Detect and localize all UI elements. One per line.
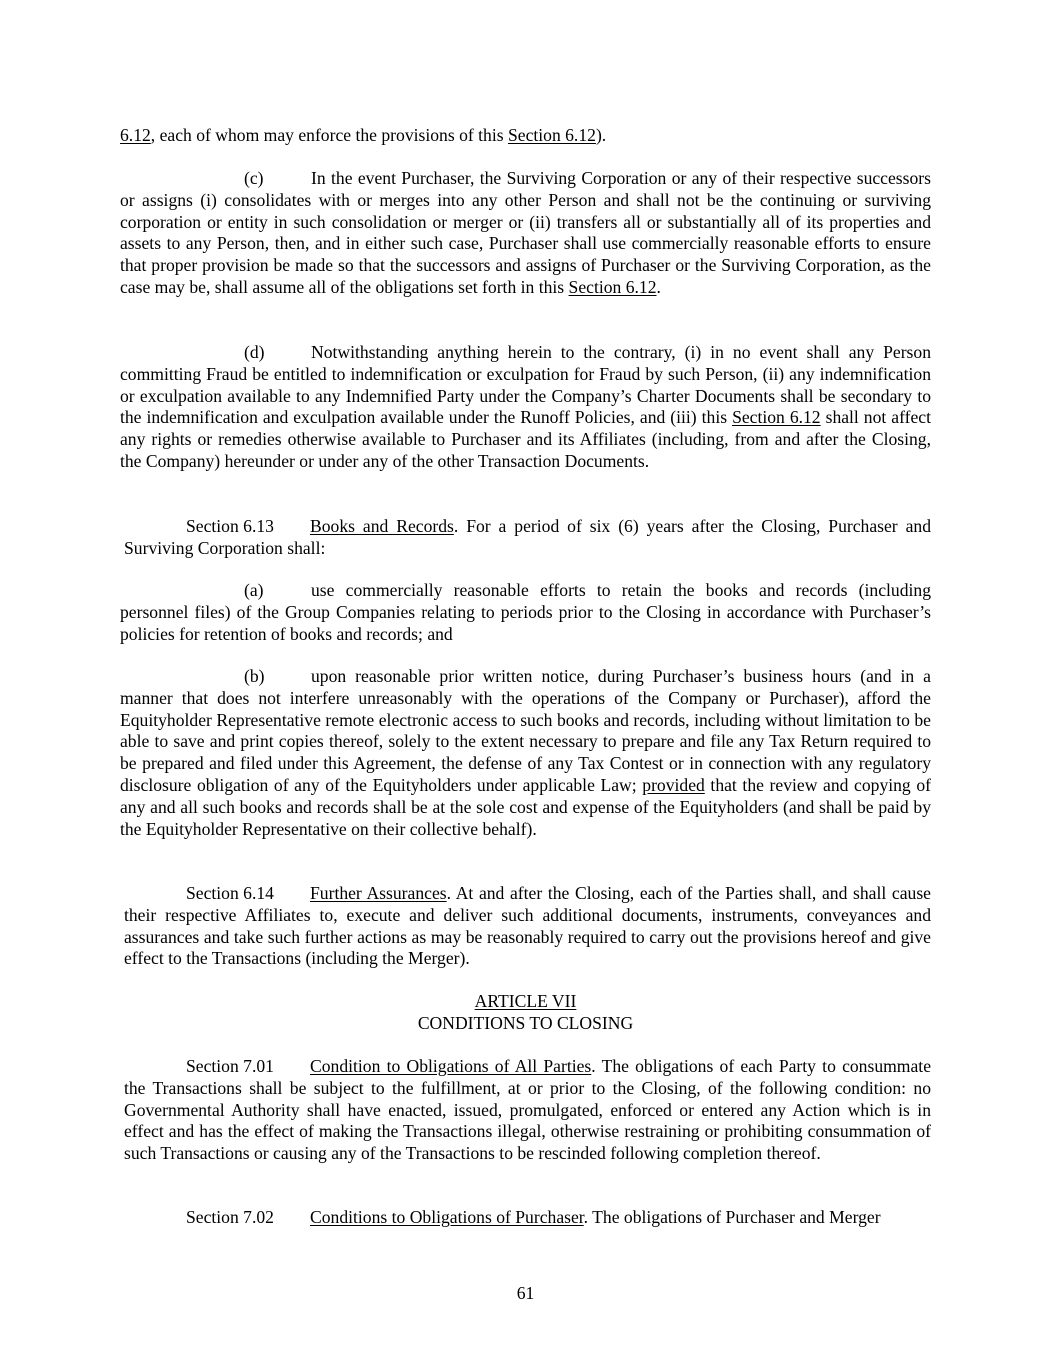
section-6-14: Section 6.14 Further Assurances. At and after the Closing, each of the Parties shall, and shall cause their respective Affiliates to, execute and deliver such additional documents, instruments, conveyances and assurances and take such further actions as may be reasonably required to carry out the provisions hereof and give effect to the Transactions (including the Merger). xyxy=(124,883,931,969)
article-title: CONDITIONS TO CLOSING xyxy=(417,1013,634,1033)
section-7-02: Section 7.02 Conditions to Obligations of Purchaser. The obligations of Purchaser and Merger xyxy=(186,1207,881,1227)
section-title: Books and Records xyxy=(310,516,454,536)
section-label: Section 6.14 xyxy=(186,883,274,903)
section-title: Conditions to Obligations of Purchaser xyxy=(310,1207,584,1227)
paragraph-d: (d) Notwithstanding anything herein to the contrary, (i) in no event shall any Person committing Fraud be entitled to indemnification or exculpation for Fraud by such Person, (ii) any indemnification or exculpation available to any Indemnified Party under the Company’s Charter Documents shall be secondary to the indemnification and exculpation available under the Runoff Policies, and (iii) this Section 6.12 shall not affect any rights or remedies otherwise available to Purchaser and its Affiliates (including, from and after the Closing, the Company) hereunder or under any of the other Transaction Documents. xyxy=(120,342,931,471)
section-title: Further Assurances xyxy=(310,883,447,903)
clause-label: (b) xyxy=(244,666,265,686)
clause-label: (d) xyxy=(244,342,265,362)
clause-label: (c) xyxy=(244,168,264,188)
section-ref: 6.12 xyxy=(120,125,151,145)
section-title: Condition to Obligations of All Parties xyxy=(310,1056,592,1076)
section-label: Section 7.01 xyxy=(186,1056,274,1076)
paragraph-a: (a) use commercially reasonable efforts to retain the books and records (including personnel files) of the Group Companies relating to periods prior to the Closing in accordance with Purchaser’s policies for retention of books and records; and xyxy=(120,580,931,644)
section-label: Section 6.13 xyxy=(186,516,274,536)
section-7-01: Section 7.01 Condition to Obligations of All Parties. The obligations of each Party to consummate the Transactions shall be subject to the fulfillment, at or prior to the Closing, of the following condition: no Governmental Authority shall have enacted, issued, promulgated, enforced or entered any Action which is in effect and has the effect of making the Transactions illegal, otherwise restraining or prohibiting consummation of such Transactions or causing any of the Transactions to be rescinded following completion thereof. xyxy=(124,1056,931,1164)
section-ref: Section 6.12 xyxy=(732,407,821,428)
section-6-13: Section 6.13 Books and Records. For a period of six (6) years after the Closing, Purchaser and Surviving Corporation shall: xyxy=(124,516,931,558)
section-label: Section 7.02 xyxy=(186,1207,274,1227)
paragraph-continuation: 6.12, each of whom may enforce the provisions of this Section 6.12). xyxy=(120,125,607,145)
section-ref: Section 6.12 xyxy=(507,125,596,145)
clause-label: (a) xyxy=(244,580,264,600)
page-number: 61 xyxy=(516,1283,535,1303)
article-number: ARTICLE VII xyxy=(474,991,577,1011)
paragraph-b: (b) upon reasonable prior written notice, during Purchaser’s business hours (and in a manner that does not interfere unreasonably with the operations of the Company or Purchaser), afford the Equityholder Representative remote electronic access to such books and records, including without limitation to be able to save and print copies thereof, solely to the extent necessary to prepare and file any Tax Return required to be prepared and filed under this Agreement, the defense of any Tax Contest or in connection with any regulatory disclosure obligation of any of the Equityholders under applicable Law; provided that the review and copying of any and all such books and records shall be at the sole cost and expense of the Equityholders (and shall be paid by the Equityholder Representative on their collective behalf). xyxy=(120,666,931,839)
section-ref: Section 6.12 xyxy=(568,276,657,297)
provided-term: provided xyxy=(642,774,705,795)
paragraph-c: (c) In the event Purchaser, the Surviving Corporation or any of their respective successors or assigns (i) consolidates with or merges into any other Person and shall not be the continuing or surviving corporation or entity in such consolidation or merger or (ii) transfers all or substantially all of its properties and assets to any Person, then, and in either such case, Purchaser shall use commercially reasonable efforts to ensure that proper provision be made so that the successors and assigns of Purchaser or the Surviving Corporation, as the case may be, shall assume all of the obligations set forth in this Section 6.12. xyxy=(120,168,931,297)
